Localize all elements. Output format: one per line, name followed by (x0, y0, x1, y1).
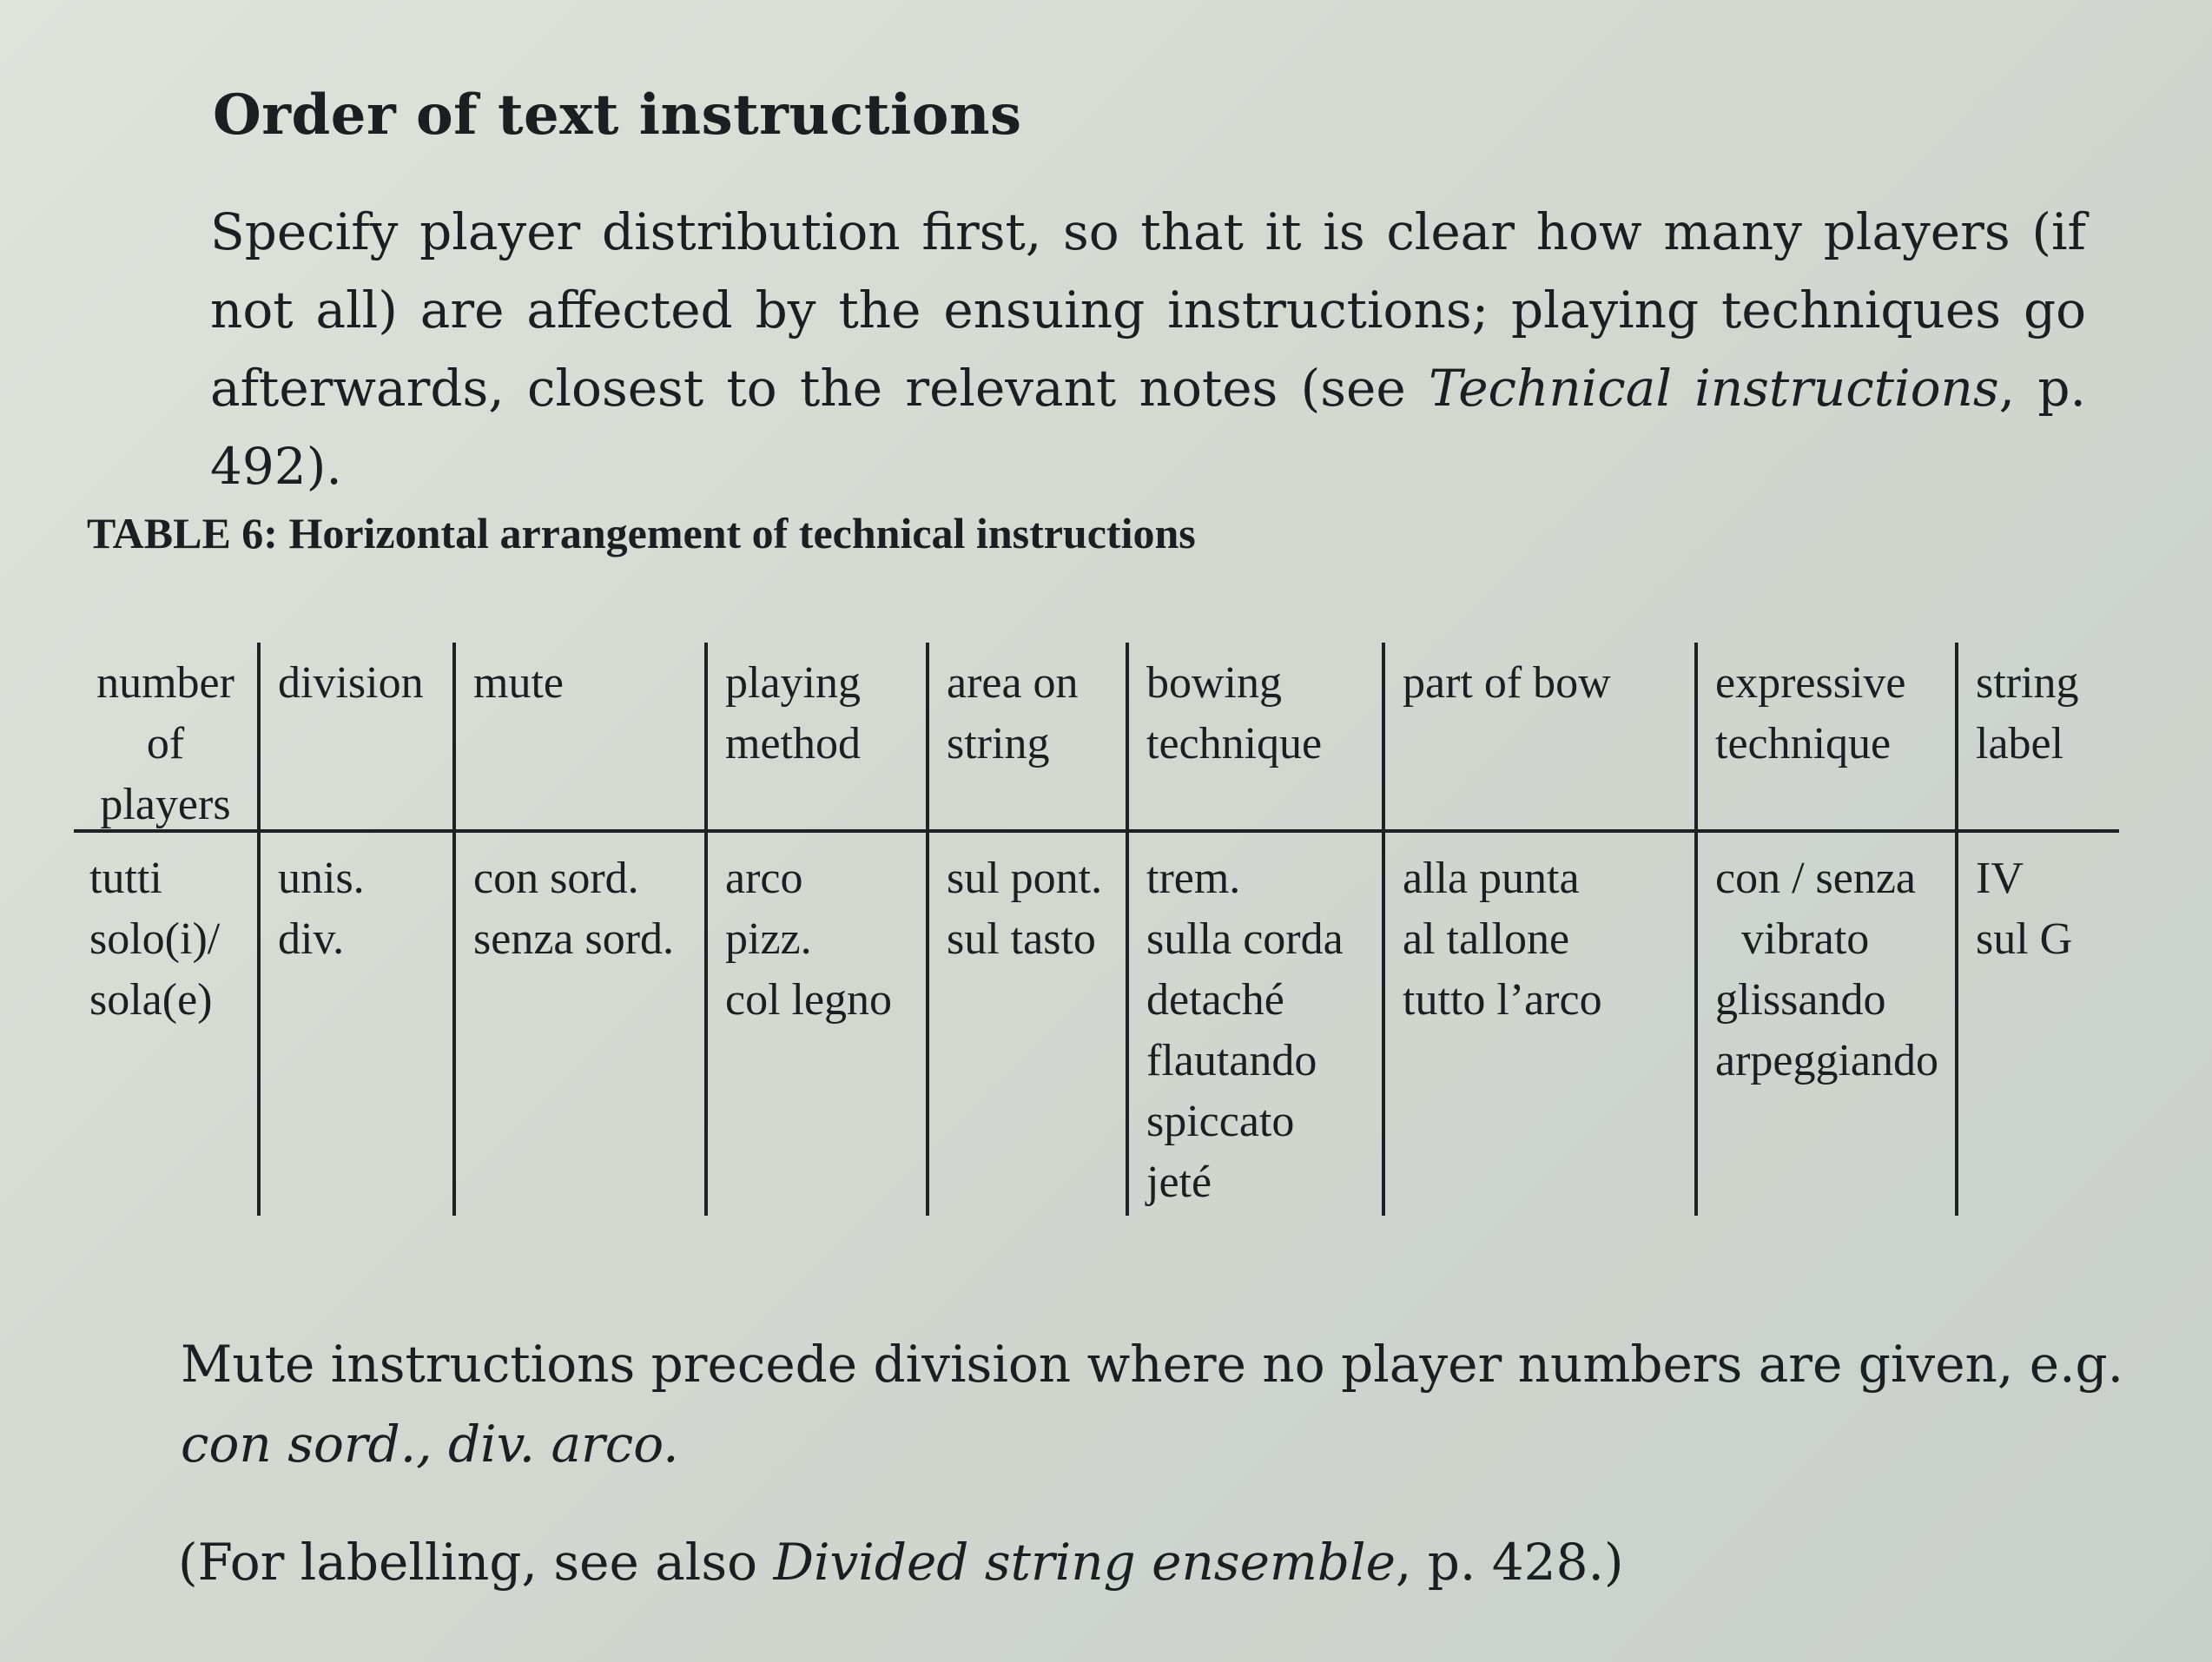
header-line: string (947, 719, 1050, 768)
header-line: label (1976, 719, 2064, 768)
table-cell: flautando (1146, 1036, 1317, 1085)
table-cell: div. (278, 914, 345, 964)
intro-paragraph (210, 193, 2086, 505)
column-header (1976, 643, 2119, 829)
table-cell: sulla corda (1146, 914, 1344, 964)
table-cell: glissando (1715, 975, 1886, 1025)
column-part-of-bow (1385, 643, 1698, 1216)
technical-instructions-table (74, 643, 2119, 1216)
header-line: playing (725, 658, 861, 708)
header-line: mute (473, 658, 564, 708)
header-line: part of bow (1403, 658, 1611, 708)
table-cell: pizz. (725, 914, 812, 964)
column-expressive-technique (1698, 643, 1958, 1216)
table-cell: sul tasto (947, 914, 1096, 964)
column-header (725, 643, 926, 829)
table-cell: tutto l’arco (1403, 975, 1602, 1025)
intro-text: Specify player distribution first, so that it is clear how many players (if not all) are affected by the ensuing instructions; playing techniques go afterwards, closest to the relevant notes (see (210, 202, 2086, 418)
header-line: string (1976, 658, 2079, 708)
table-cell: sola(e) (89, 975, 213, 1025)
column-entries (1715, 829, 1955, 1092)
column-header (473, 643, 704, 829)
table-cell: alla punta (1403, 854, 1580, 903)
column-entries (947, 829, 1126, 970)
table-caption: TABLE 6: Horizontal arrangement of technical instructions (87, 509, 1196, 557)
column-header (1146, 643, 1382, 829)
intro-page-ref: , p. 492). (210, 359, 2086, 496)
column-bowing-technique (1129, 643, 1385, 1216)
column-header (1715, 643, 1955, 829)
table-cell: solo(i)/ (89, 914, 221, 964)
column-header (947, 643, 1126, 829)
column-entries (725, 829, 926, 1031)
header-line: bowing (1146, 658, 1282, 708)
column-number-of-players (74, 643, 261, 1216)
table-cell: arpeggiando (1715, 1036, 1939, 1085)
section-heading: Order of text instructions (213, 82, 1022, 148)
column-entries (1146, 829, 1382, 1213)
header-line: area on (947, 658, 1079, 708)
header-line: expressive (1715, 658, 1906, 708)
mute-instructions-paragraph (181, 1324, 2143, 1484)
column-mute (456, 643, 708, 1216)
table-cell: unis. (278, 854, 365, 903)
column-header (1403, 643, 1694, 829)
column-entries (1976, 829, 2119, 970)
column-playing-method (708, 643, 929, 1216)
table-cell: senza sord. (473, 914, 675, 964)
cross-reference-title: Divided string ensemble (773, 1533, 1396, 1592)
example-text: con sord., div. arco. (181, 1415, 679, 1474)
paragraph-text: (For labelling, see also (178, 1533, 774, 1592)
table-cell: trem. (1146, 854, 1241, 903)
table-cell: con sord. (473, 854, 639, 903)
table-cell: arco (725, 854, 803, 903)
column-header (278, 643, 452, 829)
labelling-reference-paragraph (178, 1533, 1624, 1592)
header-line: technique (1146, 719, 1323, 768)
paragraph-text: Mute instructions precede division where no player numbers are given, e.g. (181, 1335, 2124, 1394)
table-cell: con / senza (1715, 854, 1917, 903)
column-division (261, 643, 456, 1216)
header-line: players (100, 780, 231, 829)
column-header (74, 643, 257, 829)
table-cell: spiccato (1146, 1097, 1295, 1146)
table-cell: vibrato (1741, 914, 1870, 964)
header-line: division (278, 658, 424, 708)
table-cell: al tallone (1403, 914, 1570, 964)
column-entries (473, 829, 704, 970)
header-line: number (96, 658, 234, 708)
table-cell: detaché (1146, 975, 1284, 1025)
intro-reference: Technical instructions (1429, 359, 1999, 418)
column-entries (1403, 829, 1694, 1031)
column-area-on-string (929, 643, 1129, 1216)
table-cell: sul G (1976, 914, 2073, 964)
column-string-label (1958, 643, 2119, 1216)
table-cell: IV (1976, 854, 2024, 903)
table-cell: jeté (1146, 1157, 1212, 1207)
column-entries (278, 829, 452, 970)
page-reference: , p. 428.) (1395, 1533, 1624, 1592)
header-line: method (725, 719, 861, 768)
table-cell: tutti (89, 854, 162, 903)
table-cell: sul pont. (947, 854, 1103, 903)
header-line: technique (1715, 719, 1892, 768)
table-cell: col legno (725, 975, 893, 1025)
column-entries (74, 829, 257, 1031)
header-line: of (146, 719, 185, 768)
